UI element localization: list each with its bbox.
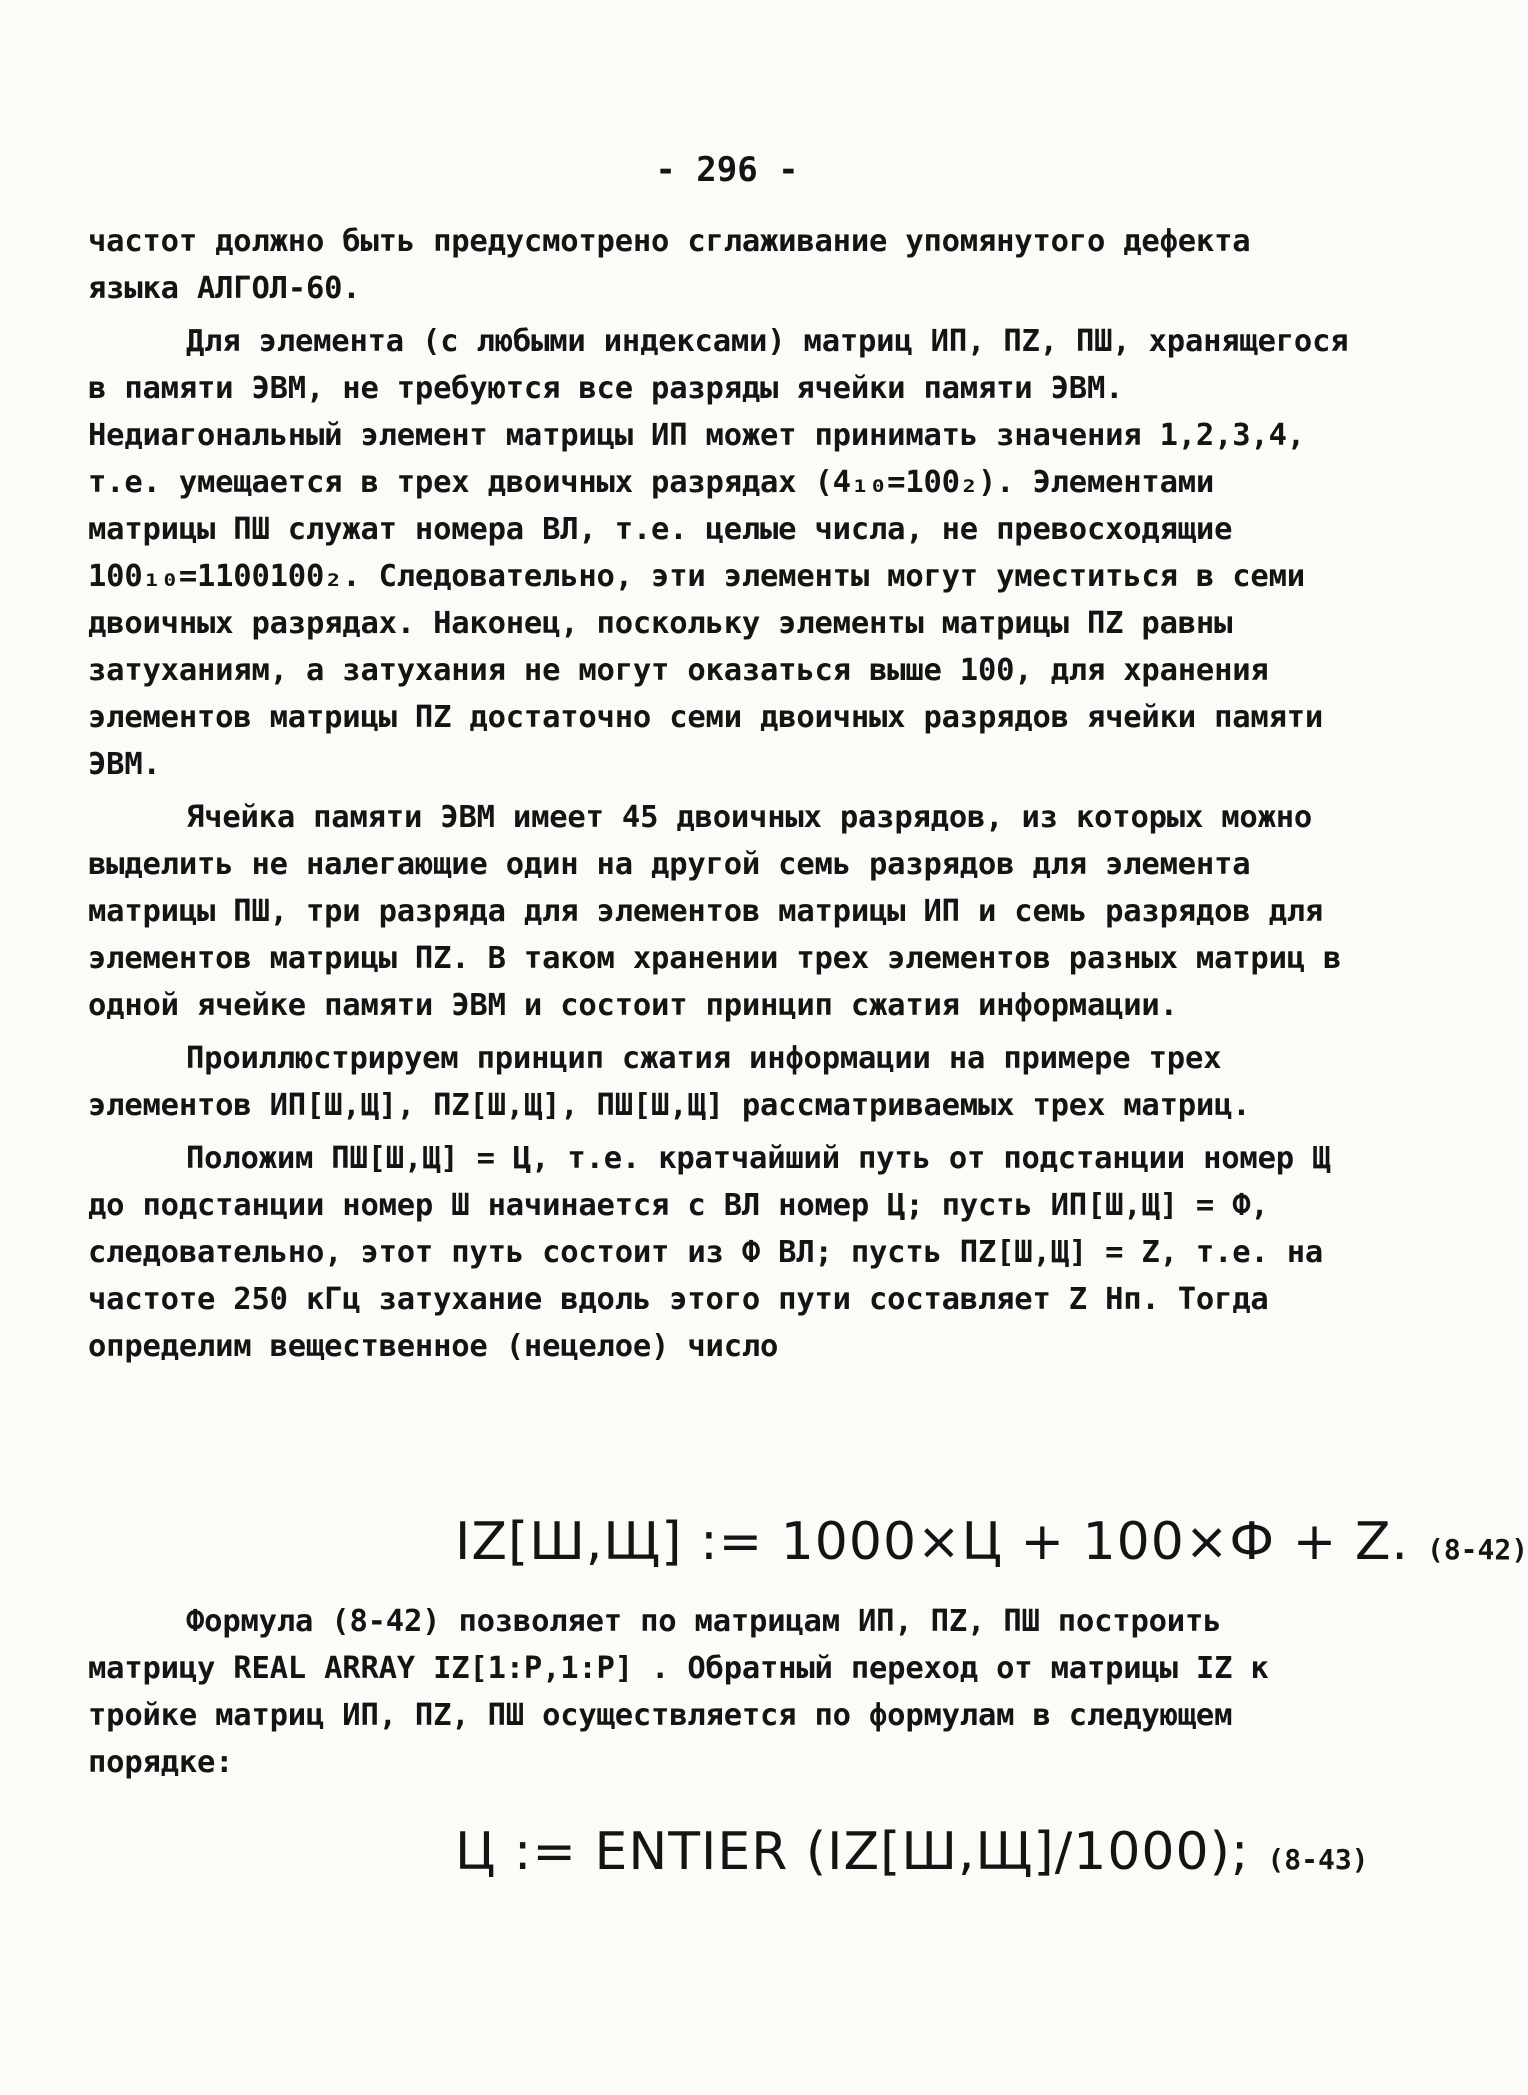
paragraph-4: Проиллюстрируем принцип сжатия информации на примере трех элементов ИП[Ш,Щ], ПZ[Ш,Щ], ПШ[Ш,Щ] рассматриваемых трех матриц.	[88, 1041, 1251, 1123]
paragraph-5: Положим ПШ[Ш,Щ] = Ц, т.е. кратчайший путь от подстанции номер Щ до подстанции номер Ш начинается с ВЛ номер Ц; пусть ИП[Ш,Щ] = Ф, следовательно, этот путь состоит из Ф ВЛ; пусть ПZ[Ш,Щ] = Z, т.е. на частоте 250 кГц затухание вдоль этого пути составляет Z Нп. Тогда определим вещественное (нецелое) число	[88, 1141, 1331, 1364]
formula-8-42-expression: IZ[Ш,Щ] := 1000×Ц + 100×Ф + Z.	[455, 1512, 1409, 1572]
formula-8-42-number: (8-42)	[1426, 1533, 1528, 1566]
formula-8-43-number: (8-43)	[1267, 1843, 1369, 1876]
page-number: - 296 -	[655, 150, 799, 190]
paragraph-1: частот должно быть предусмотрено сглаживание упомянутого дефекта языка АЛГОЛ-60.	[88, 224, 1251, 306]
text-body	[88, 218, 1358, 1370]
formula-8-43	[455, 1822, 1369, 1882]
formula-8-43-expression: Ц := ENTIER (IZ[Ш,Щ]/1000);	[455, 1822, 1250, 1882]
paragraph-2: Для элемента (с любыми индексами) матриц ИП, ПZ, ПШ, хранящегося в памяти ЭВМ, не требуются все разряды ячейки памяти ЭВМ. Недиагональный элемент матрицы ИП может принимать значения 1,2,3,4, т.е. умещается в трех двоичных разрядах (4₁₀=100₂). Элементами матрицы ПШ служат номера ВЛ, т.е. целые числа, не превосходящие 100₁₀=1100100₂. Следовательно, эти элементы могут уместиться в семи двоичных разрядах. Наконец, поскольку элементы матрицы ПZ равны затуханиям, а затухания не могут оказаться выше 100, для хранения элементов матрицы ПZ достаточно семи двоичных разрядов ячейки памяти ЭВМ.	[88, 324, 1349, 782]
paragraph-6: Формула (8-42) позволяет по матрицам ИП, ПZ, ПШ построить матрицу REAL ARRAY IZ[1:P,1:P] . Обратный переход от матрицы IZ к тройке матриц ИП, ПZ, ПШ осуществляется по формулам в следующем порядке:	[88, 1604, 1269, 1780]
formula-8-42	[455, 1512, 1528, 1572]
paragraph-3: Ячейка памяти ЭВМ имеет 45 двоичных разрядов, из которых можно выделить не налегающие один на другой семь разрядов для элемента матрицы ПШ, три разряда для элементов матрицы ИП и семь разрядов для элементов матрицы ПZ. В таком хранении трех элементов разных матриц в одной ячейке памяти ЭВМ и состоит принцип сжатия информации.	[88, 800, 1342, 1023]
text-body-mid	[88, 1598, 1358, 1786]
